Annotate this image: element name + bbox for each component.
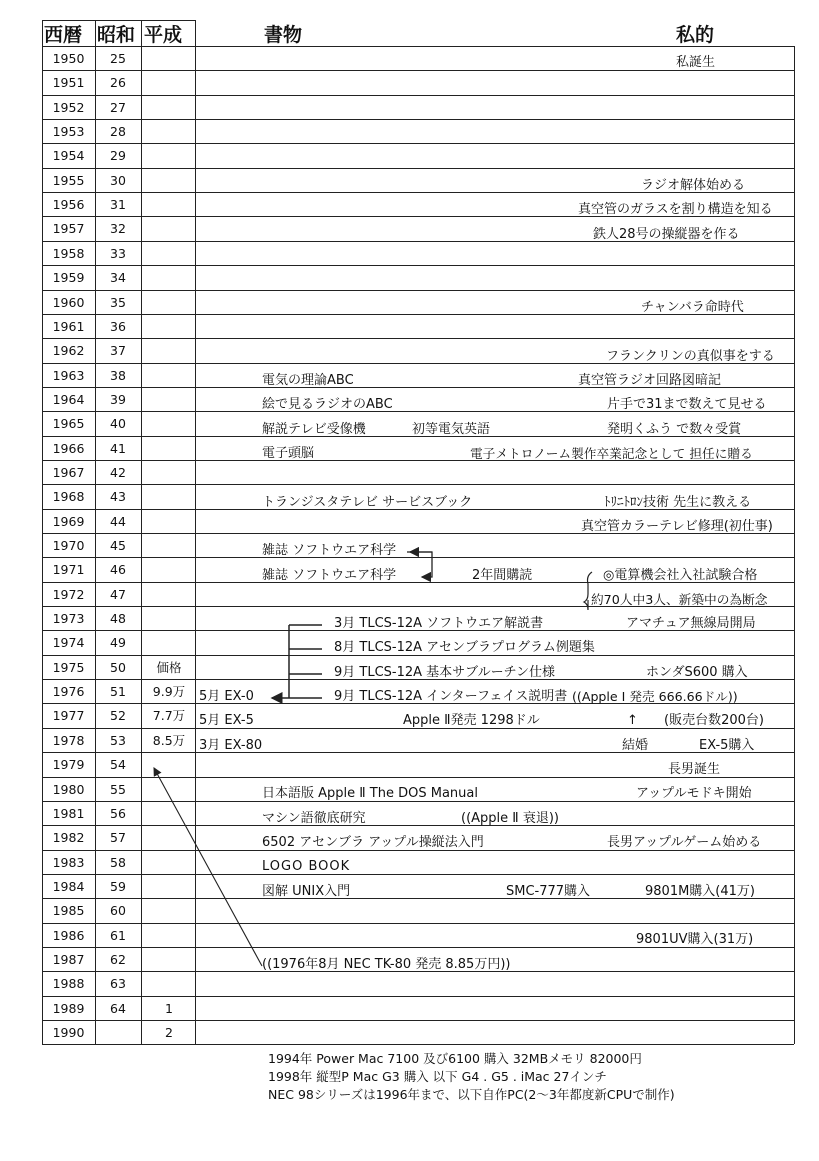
cell-showa: 39 <box>110 391 126 407</box>
cell-showa: 57 <box>110 830 126 846</box>
entry-book-1970: 雑誌 ソフトウエア科学 <box>262 543 397 558</box>
cell-ad: 1951 <box>52 75 85 91</box>
cell-heisei: 1 <box>165 1000 173 1016</box>
header-ad: 西暦 <box>44 24 83 46</box>
entry-personal-1962: フランクリンの真似事をする <box>606 349 775 364</box>
header-books: 書物 <box>264 24 303 46</box>
entry-personal-1984: 9801M購入(41万) <box>645 884 755 899</box>
cell-ad: 1952 <box>52 99 85 115</box>
entry-personal-1957: 鉄人28号の操縦器を作る <box>593 227 740 242</box>
cell-ad: 1988 <box>52 976 85 992</box>
cell-showa: 31 <box>110 197 126 213</box>
entry-personal-1966: 電子メトロノーム製作卒業記念として 担任に贈る <box>470 446 753 461</box>
cell-showa: 60 <box>110 903 126 919</box>
entry-personal-1973: アマチュア無線局開局 <box>626 616 756 631</box>
cell-showa: 50 <box>110 659 126 675</box>
cell-ad: 1984 <box>52 878 85 894</box>
cell-showa: 26 <box>110 75 126 91</box>
entry-personal-1963: 真空管ラジオ回路図暗記 <box>578 373 722 388</box>
cell-showa: 52 <box>110 708 126 724</box>
cell-showa: 34 <box>110 270 126 286</box>
cell-showa: 44 <box>110 513 126 529</box>
cell-showa: 62 <box>110 951 126 967</box>
cell-ad: 1989 <box>52 1000 85 1016</box>
footnote-2: 1998年 縦型P Mac G3 購入 以下 G4 . G5 . iMac 27インチ <box>268 1069 607 1084</box>
entry-book-1987: ((1976年8月 NEC TK-80 発売 8.85万円)) <box>262 957 511 972</box>
cell-showa: 25 <box>110 51 126 66</box>
cell-showa: 29 <box>110 148 126 164</box>
cell-showa: 45 <box>110 538 126 553</box>
cell-ad: 1982 <box>52 830 85 846</box>
cell-ad: 1966 <box>52 440 85 456</box>
entry-personal-1975: ホンダS600 購入 <box>646 665 748 680</box>
cell-ad: 1973 <box>52 611 85 627</box>
cell-showa: 30 <box>110 172 126 188</box>
cell-ad: 1965 <box>52 416 85 432</box>
entry-book-1981a: マシン語徹底研究 <box>262 811 366 826</box>
footnote-3: NEC 98シリーズは1996年まで、以下自作PC(2～3年都度新CPUで制作) <box>268 1087 675 1102</box>
cell-ad: 1956 <box>52 197 85 213</box>
entry-book-1971b: 2年間購読 <box>472 568 533 583</box>
entry-personal-1972: 約70人中3人、新築中の為断念 <box>591 592 768 607</box>
cell-ad: 1957 <box>52 221 85 237</box>
cell-ad: 1986 <box>52 927 85 943</box>
cell-showa: 48 <box>110 611 126 627</box>
cell-ad: 1977 <box>52 708 85 724</box>
entry-model-1976: 5月 EX-0 <box>199 689 254 704</box>
cell-ad: 1953 <box>52 124 85 140</box>
entry-personal-1971: ◎電算機会社入社試験合格 <box>603 568 758 583</box>
cell-ad: 1959 <box>52 270 85 286</box>
cell-heisei: 価格 <box>156 659 182 675</box>
entry-personal-1965: 発明くふう で数々受賞 <box>607 422 742 437</box>
entry-personal-1986: 9801UV購入(31万) <box>636 932 754 947</box>
entry-book-1977: Apple Ⅱ発売 1298ドル <box>403 713 540 728</box>
cell-showa: 56 <box>110 805 126 821</box>
entry-book-1984b: SMC-777購入 <box>506 884 591 899</box>
entry-personal-1960: チャンバラ命時代 <box>641 300 744 315</box>
cell-showa: 36 <box>110 318 126 334</box>
cell-showa: 61 <box>110 927 126 943</box>
cell-showa: 59 <box>110 878 126 894</box>
cell-ad: 1979 <box>52 757 85 773</box>
cell-ad: 1983 <box>52 854 85 870</box>
header-personal: 私的 <box>676 24 715 46</box>
entry-model-1977: 5月 EX-5 <box>199 713 254 728</box>
cell-ad: 1971 <box>52 562 85 578</box>
entry-personal-1977b: (販売台数200台) <box>664 713 764 728</box>
cell-showa: 49 <box>110 635 126 651</box>
cell-showa: 58 <box>110 854 126 870</box>
cell-showa: 40 <box>110 416 126 432</box>
entry-personal-1980: アップルモドキ開始 <box>636 786 752 801</box>
cell-showa: 42 <box>110 464 126 480</box>
cell-ad: 1967 <box>52 464 85 480</box>
cell-ad: 1950 <box>52 51 85 66</box>
entry-book-1971: 雑誌 ソフトウエア科学 <box>262 568 397 583</box>
cell-ad: 1981 <box>52 805 85 821</box>
entry-personal-1968: ﾄﾘﾆﾄﾛﾝ技術 先生に教える <box>604 495 752 510</box>
cell-ad: 1963 <box>52 367 85 383</box>
entry-book-1973: 3月 TLCS-12A ソフトウエア解説書 <box>334 616 544 631</box>
cell-showa: 41 <box>110 440 126 456</box>
entry-book-1984a: 図解 UNIX入門 <box>262 884 351 899</box>
entry-book-1966: 電子頭脳 <box>262 446 315 461</box>
cell-ad: 1961 <box>52 318 85 334</box>
entry-personal-1955: ラジオ解体始める <box>641 178 746 193</box>
entry-book-1965a: 解説テレビ受像機 <box>262 422 366 437</box>
cell-showa: 35 <box>110 294 126 310</box>
entry-book-1963: 電気の理論ABC <box>262 373 354 388</box>
cell-ad: 1976 <box>52 684 85 700</box>
entry-personal-1982: 長男アップルゲーム始める <box>607 835 762 850</box>
cell-ad: 1985 <box>52 903 85 919</box>
cell-showa: 47 <box>110 586 126 602</box>
cell-ad: 1972 <box>52 586 85 602</box>
cell-ad: 1987 <box>52 951 85 967</box>
cell-ad: 1960 <box>52 294 85 310</box>
cell-showa: 63 <box>110 976 126 992</box>
cell-ad: 1969 <box>52 513 85 529</box>
cell-ad: 1954 <box>52 148 85 164</box>
cell-heisei: 9.9万 <box>152 684 186 700</box>
cell-showa: 43 <box>110 489 126 505</box>
entry-personal-1976: ((Apple I 発売 666.66ドル)) <box>572 689 738 704</box>
entry-book-1965b: 初等電気英語 <box>412 422 491 437</box>
cell-ad: 1978 <box>52 732 85 748</box>
header-heisei: 平成 <box>144 24 183 46</box>
entry-book-1983: LOGO BOOK <box>262 859 351 874</box>
cell-showa: 32 <box>110 221 126 237</box>
header-showa: 昭和 <box>97 24 136 46</box>
entry-book-1976: 9月 TLCS-12A インターフェイス説明書 <box>334 689 568 704</box>
entry-book-1980: 日本語版 Apple Ⅱ The DOS Manual <box>262 786 478 801</box>
cell-showa: 51 <box>110 684 126 700</box>
cell-showa: 27 <box>110 99 126 115</box>
cell-ad: 1975 <box>52 659 85 675</box>
cell-ad: 1962 <box>52 343 85 359</box>
cell-heisei: 7.7万 <box>152 708 186 724</box>
cell-showa: 38 <box>110 367 126 383</box>
entry-personal-1969: 真空管カラーテレビ修理(初仕事) <box>581 519 773 534</box>
entry-personal-1956: 真空管のガラスを割り構造を知る <box>578 202 773 217</box>
entry-book-1975: 9月 TLCS-12A 基本サブルーチン仕様 <box>334 665 556 680</box>
cell-showa: 33 <box>110 245 126 261</box>
entry-personal-1978a: 結婚 <box>622 738 649 753</box>
cell-showa: 28 <box>110 124 126 140</box>
cell-heisei: 2 <box>165 1025 173 1040</box>
entry-book-1974: 8月 TLCS-12A アセンブラプログラム例題集 <box>334 640 595 655</box>
cell-heisei: 8.5万 <box>152 732 186 748</box>
entry-personal-1964: 片手で31まで数えて見せる <box>607 397 767 412</box>
cell-ad: 1990 <box>52 1025 85 1040</box>
entry-book-1968: トランジスタテレビ サービスブック <box>262 495 473 510</box>
cell-ad: 1974 <box>52 635 85 651</box>
entry-model-1978: 3月 EX-80 <box>199 738 263 753</box>
entry-personal-1978b: EX-5購入 <box>699 738 755 753</box>
cell-showa: 37 <box>110 343 126 359</box>
cell-showa: 54 <box>110 757 126 773</box>
cell-showa: 55 <box>110 781 126 797</box>
cell-showa: 64 <box>110 1000 126 1016</box>
cell-ad: 1955 <box>52 172 85 188</box>
cell-ad: 1968 <box>52 489 85 505</box>
cell-ad: 1970 <box>52 538 85 553</box>
cell-ad: 1964 <box>52 391 85 407</box>
cell-showa: 46 <box>110 562 126 578</box>
footnote-1: 1994年 Power Mac 7100 及び6100 購入 32MBメモリ 82000円 <box>268 1051 642 1066</box>
entry-personal-1950: 私誕生 <box>676 55 716 70</box>
entry-book-1964: 絵で見るラジオのABC <box>262 397 393 412</box>
cell-ad: 1980 <box>52 781 85 797</box>
entry-book-1981b: ((Apple Ⅱ 衰退)) <box>461 811 559 826</box>
entry-personal-1977a: ↑ <box>627 713 638 728</box>
entry-book-1982: 6502 アセンブラ アップル操縦法入門 <box>262 835 484 850</box>
entry-personal-1979: 長男誕生 <box>668 762 721 777</box>
cell-showa: 53 <box>110 732 126 748</box>
cell-ad: 1958 <box>52 245 85 261</box>
